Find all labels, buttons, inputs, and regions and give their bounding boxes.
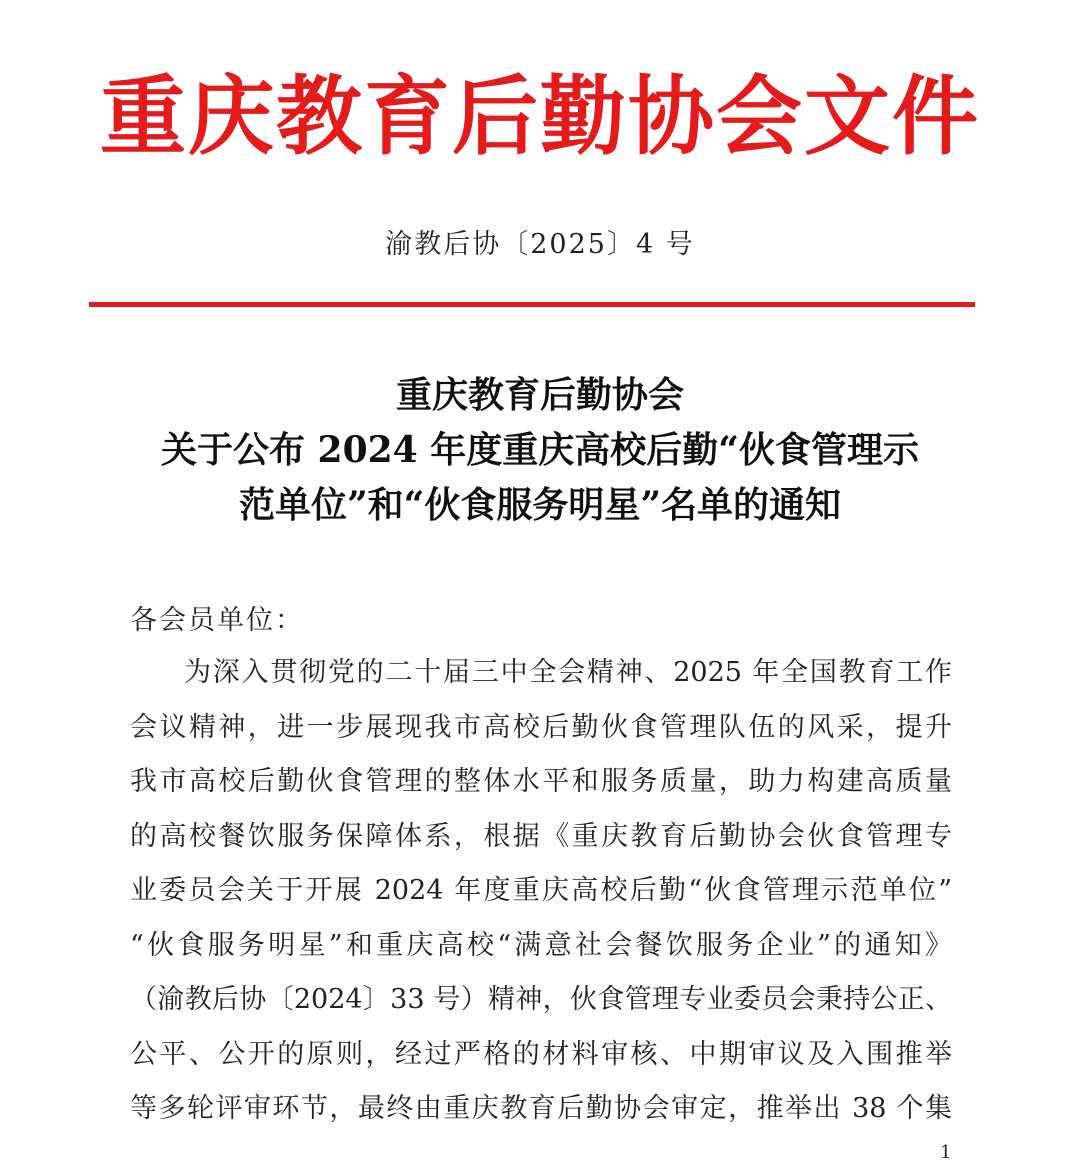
document-number: 渝教后协〔2025〕4 号 [385, 229, 695, 260]
title-line-1: 重庆教育后勤协会 [395, 374, 684, 416]
body-line-6: “伙食服务明星”和重庆高校“满意社会餐饮服务企业”的通知》 [130, 929, 952, 961]
body-line-3: 我市高校后勤伙食管理的整体水平和服务质量，助力构建高质量 [130, 766, 952, 797]
body-line-4: 的高校餐饮服务保障体系，根据《重庆教育后勤协会伙食管理专 [130, 820, 952, 852]
page-number: 1 [940, 1142, 952, 1163]
body-line-8: 公平、公开的原则，经过严格的材料审核、中期审议及入围推举 [130, 1038, 952, 1070]
masthead-title: 重庆教育后勤协会文件 [100, 67, 980, 167]
notice-title [100, 368, 980, 533]
body-line-7: （渝教后协〔2024〕33 号）精神，伙食管理专业委员会秉持公正、 [130, 984, 952, 1015]
body-line-1: 为深入贯彻党的二十届三中全会精神、2025 年全国教育工作 [184, 657, 952, 688]
body-line-5: 业委员会关于开展 2024 年度重庆高校后勤“伙食管理示范单位” [130, 875, 952, 906]
body-paragraph [130, 646, 952, 1137]
title-line-3: 范单位”和“伙食服务明星”名单的通知 [238, 484, 842, 526]
title-line-2: 关于公布 2024 年度重庆高校后勤“伙食管理示 [161, 429, 919, 471]
body-line-9: 等多轮评审环节，最终由重庆教育后勤协会审定，推举出 38 个集 [130, 1093, 952, 1124]
salutation: 各会员单位： [130, 605, 304, 636]
red-divider-line [89, 302, 975, 307]
body-line-2: 会议精神，进一步展现我市高校后勤伙食管理队伍的风采，提升 [130, 711, 952, 743]
